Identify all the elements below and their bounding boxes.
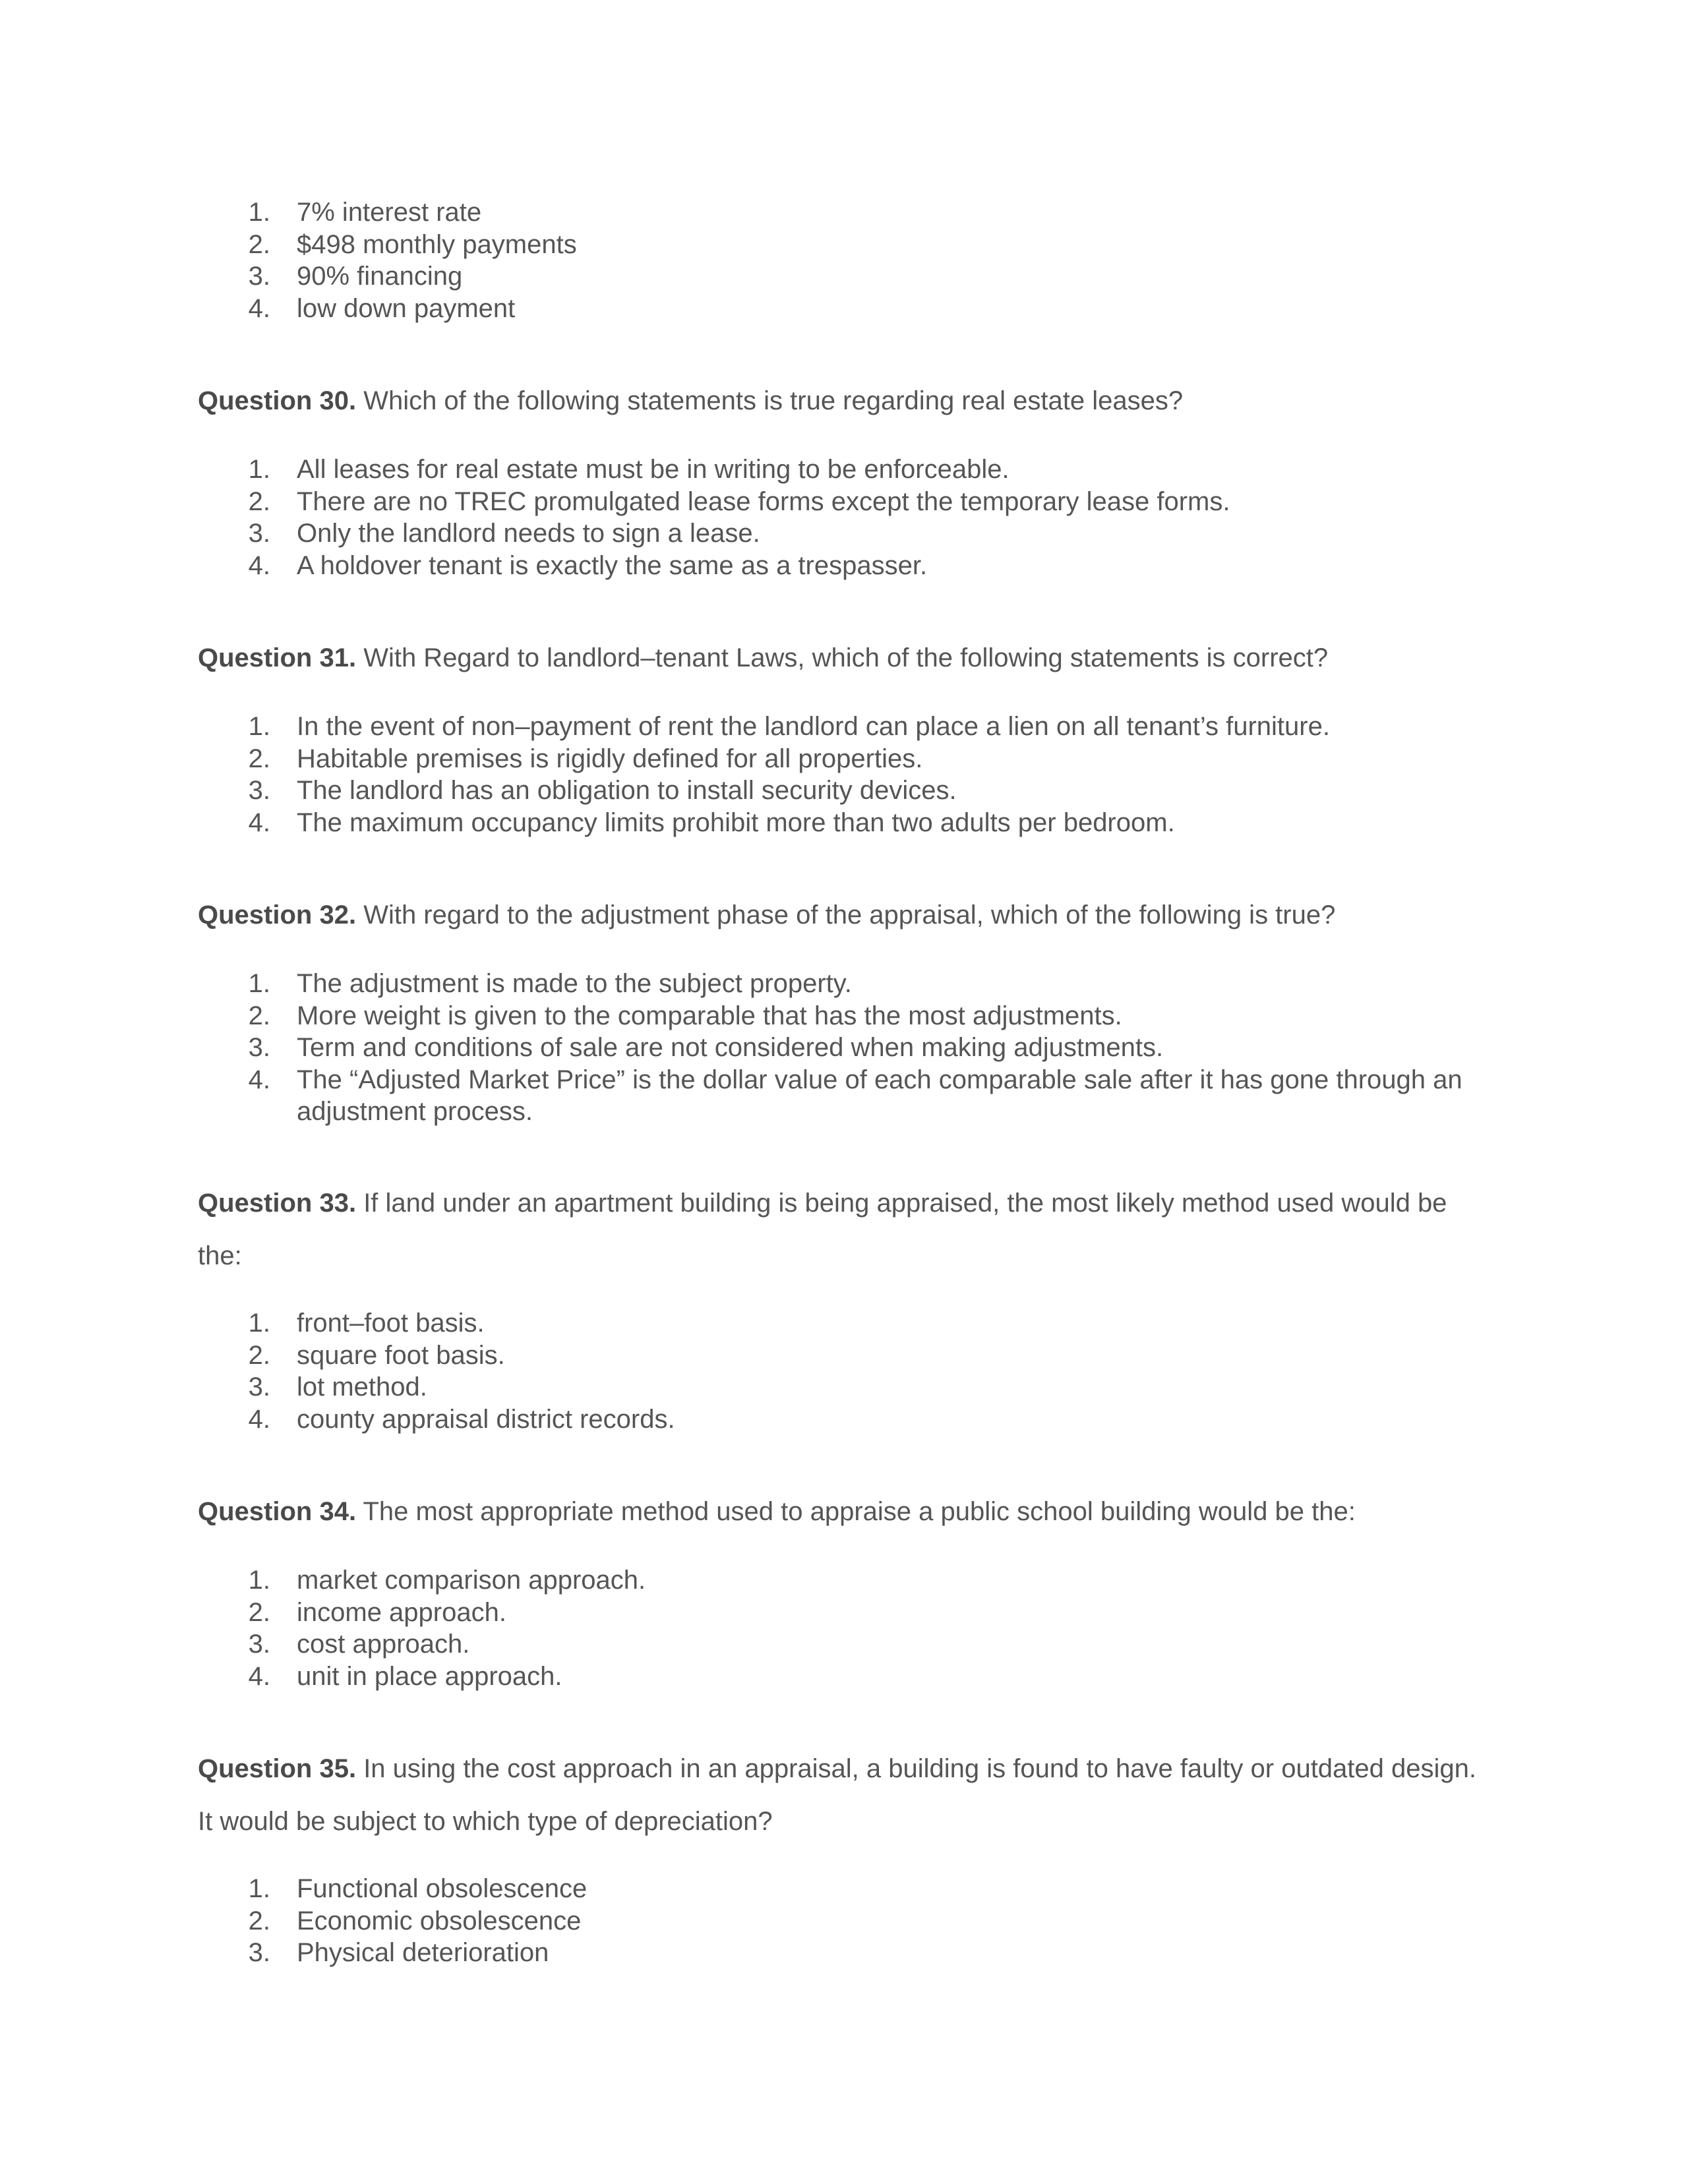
option-number: 2 . [244, 486, 270, 518]
list-item [198, 743, 1490, 775]
option-text: Functional obsolescence [297, 1874, 588, 1903]
option-text: A holdover tenant is exactly the same as a trespasser. [297, 550, 928, 580]
list-item [198, 1000, 1490, 1032]
option-number: 1 . [244, 454, 270, 486]
option-text: lot method. [297, 1372, 427, 1402]
question-text: With regard to the adjustment phase of the appraisal, which of the following is true? [363, 900, 1336, 930]
option-number: 1 . [244, 196, 270, 229]
list-item [198, 775, 1490, 807]
question-label: Question 34. [198, 1497, 357, 1526]
option-number: 4 . [244, 1064, 270, 1096]
option-number: 3 . [244, 775, 270, 807]
question-text: In using the cost approach in an appraisal, a building is found to have faulty or outdated design. It would be subject to which type of depreciation? [198, 1754, 1476, 1836]
option-text: square foot basis. [297, 1340, 505, 1370]
question-32-options [198, 968, 1490, 1128]
question-label: Question 30. [198, 386, 357, 415]
option-number: 3 . [244, 260, 270, 293]
option-text: All leases for real estate must be in writing to be enforceable. [297, 455, 1010, 484]
option-number: 2 . [244, 743, 270, 775]
list-item [198, 293, 1490, 325]
option-text: market comparison approach. [297, 1566, 646, 1595]
list-item [198, 1340, 1490, 1372]
question-32 [198, 889, 1490, 941]
option-text: 90% financing [297, 262, 463, 291]
list-item [198, 486, 1490, 518]
option-text: $498 monthly payments [297, 229, 577, 259]
list-item [198, 1873, 1490, 1905]
list-item [198, 454, 1490, 486]
question-30 [198, 374, 1490, 427]
option-number: 2 . [244, 229, 270, 261]
question-33-options [198, 1307, 1490, 1435]
option-text: county appraisal district records. [297, 1404, 675, 1434]
option-text: In the event of non–payment of rent the landlord can place a lien on all tenant’s furniture. [297, 712, 1330, 741]
list-item [198, 1371, 1490, 1403]
option-number: 3 . [244, 1937, 270, 1969]
option-number: 3 . [244, 1371, 270, 1403]
option-text: The maximum occupancy limits prohibit more than two adults per bedroom. [297, 808, 1175, 837]
question-label: Question 35. [198, 1754, 357, 1783]
option-number: 3 . [244, 517, 270, 550]
option-number: 1 . [244, 1873, 270, 1905]
option-number: 2 . [244, 1340, 270, 1372]
option-number: 3 . [244, 1032, 270, 1064]
option-text: Only the landlord needs to sign a lease. [297, 519, 760, 548]
option-number: 4 . [244, 550, 270, 582]
option-text: 7% interest rate [297, 198, 482, 227]
option-number: 4 . [244, 807, 270, 839]
option-number: 1 . [244, 1307, 270, 1340]
question-34-options [198, 1564, 1490, 1692]
list-item [198, 229, 1490, 261]
option-number: 4 . [244, 1661, 270, 1693]
option-text: unit in place approach. [297, 1661, 562, 1691]
question-33 [198, 1177, 1490, 1282]
option-text: Term and conditions of sale are not considered when making adjustments. [297, 1033, 1164, 1062]
list-item [198, 1661, 1490, 1693]
option-text: The landlord has an obligation to install security devices. [297, 776, 957, 805]
option-text: Physical deterioration [297, 1938, 549, 1967]
list-item [198, 807, 1490, 839]
question-text: If land under an apartment building is being appraised, the most likely method used would be the: [198, 1189, 1447, 1270]
option-number: 4 . [244, 1403, 270, 1436]
list-item [198, 260, 1490, 293]
question-text: Which of the following statements is true regarding real estate leases? [363, 386, 1184, 415]
question-35-options [198, 1873, 1490, 1969]
list-item [198, 711, 1490, 743]
option-text: Economic obsolescence [297, 1906, 582, 1935]
top-option-list [198, 196, 1490, 324]
list-item [198, 1307, 1490, 1340]
list-item [198, 1628, 1490, 1661]
option-text: The “Adjusted Market Price” is the dollar value of each comparable sale after it has gone through an adjustment process. [297, 1065, 1462, 1126]
option-number: 1 . [244, 968, 270, 1000]
list-item [198, 1403, 1490, 1436]
option-number: 2 . [244, 1905, 270, 1937]
option-text: income approach. [297, 1597, 506, 1627]
list-item [198, 1597, 1490, 1629]
option-number: 4 . [244, 293, 270, 325]
option-number: 2 . [244, 1000, 270, 1032]
option-text: There are no TREC promulgated lease forms except the temporary lease forms. [297, 487, 1230, 516]
question-text: The most appropriate method used to appraise a public school building would be the: [363, 1497, 1356, 1526]
option-text: front–foot basis. [297, 1309, 485, 1338]
list-item [198, 1905, 1490, 1937]
list-item [198, 1937, 1490, 1969]
list-item [198, 1564, 1490, 1597]
list-item [198, 1032, 1490, 1064]
option-number: 1 . [244, 711, 270, 743]
option-text: low down payment [297, 293, 516, 323]
list-item [198, 550, 1490, 582]
option-number: 1 . [244, 1564, 270, 1597]
question-34 [198, 1485, 1490, 1538]
question-31 [198, 632, 1490, 684]
question-text: With Regard to landlord–tenant Laws, which of the following statements is correct? [363, 643, 1329, 672]
question-31-options [198, 711, 1490, 839]
list-item [198, 517, 1490, 550]
list-item [198, 1064, 1490, 1128]
option-number: 3 . [244, 1628, 270, 1661]
option-text: cost approach. [297, 1630, 470, 1659]
option-text: The adjustment is made to the subject property. [297, 969, 852, 998]
question-label: Question 31. [198, 643, 357, 672]
question-35 [198, 1742, 1490, 1848]
question-30-options [198, 454, 1490, 581]
list-item [198, 968, 1490, 1000]
option-number: 2 . [244, 1597, 270, 1629]
option-text: Habitable premises is rigidly defined for all properties. [297, 744, 923, 773]
question-label: Question 33. [198, 1189, 357, 1218]
option-text: More weight is given to the comparable that has the most adjustments. [297, 1001, 1122, 1030]
question-label: Question 32. [198, 900, 357, 930]
list-item [198, 196, 1490, 229]
